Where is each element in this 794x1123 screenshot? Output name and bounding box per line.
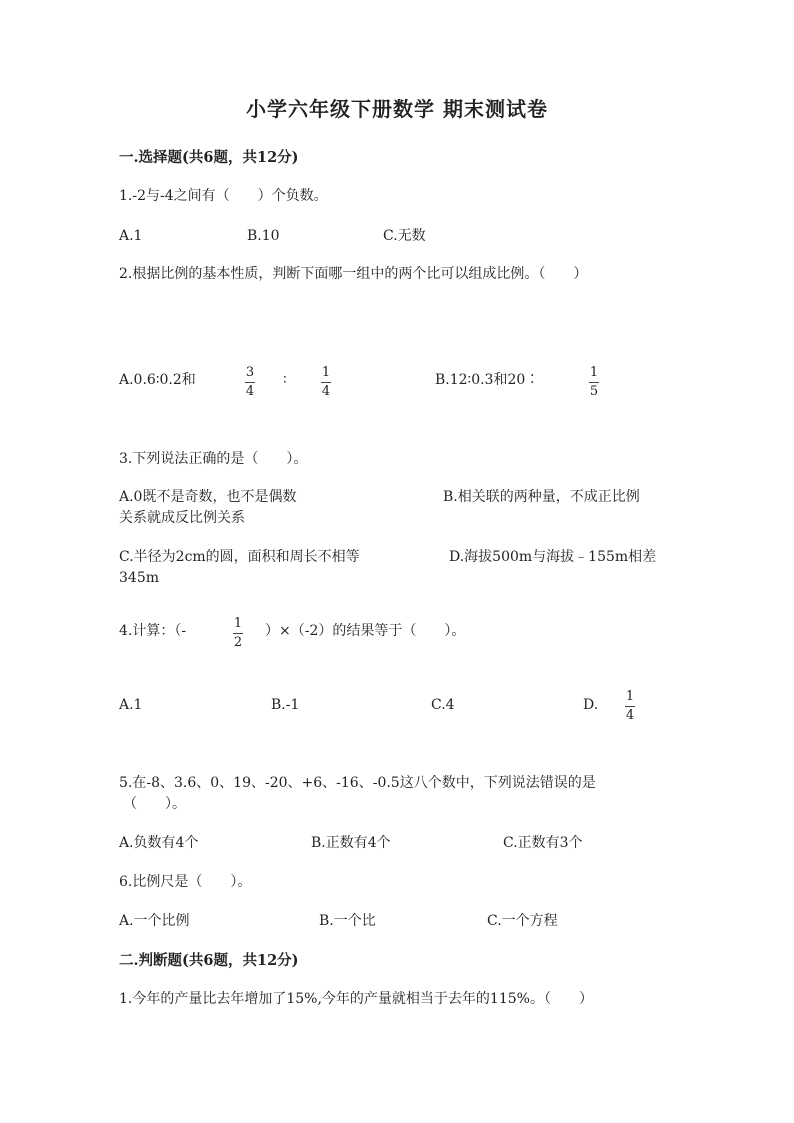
question-4-option-d-fraction bbox=[623, 690, 637, 722]
question-2-option-a-colon: ∶ bbox=[283, 372, 287, 388]
question-6-option-a: A.一个比例 bbox=[119, 913, 190, 929]
fraction-numerator: 1 bbox=[589, 365, 599, 380]
question-2-option-a: A.0.6∶0.2和 bbox=[119, 372, 196, 388]
fraction-bar bbox=[321, 382, 331, 383]
question-3-stem: 3.下列说法正确的是（ ）。 bbox=[119, 451, 308, 467]
question-6-option-c: C.一个方程 bbox=[487, 913, 558, 929]
fraction-denominator: 4 bbox=[245, 383, 255, 399]
question-5-stem-line-2: （ ）。 bbox=[123, 796, 186, 812]
question-4-option-a: A.1 bbox=[119, 697, 143, 713]
question-1-option-c: C.无数 bbox=[383, 228, 426, 244]
fraction-denominator: 4 bbox=[625, 707, 635, 723]
question-2-option-a-fraction-1 bbox=[243, 366, 257, 398]
question-4-option-d: D. bbox=[583, 697, 599, 713]
question-4-fraction bbox=[231, 617, 245, 649]
question-4-option-c: C.4 bbox=[431, 697, 455, 713]
fraction-bar bbox=[625, 706, 635, 707]
fraction-denominator: 4 bbox=[321, 383, 331, 399]
question-2-option-b-fraction bbox=[587, 366, 601, 398]
question-1-stem: 1.-2与-4之间有（ ）个负数。 bbox=[119, 188, 328, 204]
question-3-option-b-line-1: B.相关联的两种量，不成正比例 bbox=[443, 489, 640, 505]
fraction-numerator: 1 bbox=[233, 616, 243, 631]
page-title: 小学六年级下册数学 期末测试卷 bbox=[246, 97, 548, 121]
question-2-option-b: B.12∶0.3和20∶ bbox=[435, 372, 540, 388]
section-heading-judgement: 二.判断题(共6题，共12分) bbox=[119, 952, 299, 969]
question-3-option-b-line-2: 关系就成反比例关系 bbox=[119, 510, 245, 526]
question-5-option-c: C.正数有3个 bbox=[503, 835, 583, 851]
question-1-option-b: B.10 bbox=[247, 228, 280, 244]
question-6-stem: 6.比例尺是（ ）。 bbox=[119, 874, 252, 890]
question-2-stem: 2.根据比例的基本性质，判断下面哪一组中的两个比可以组成比例。（ ） bbox=[119, 266, 588, 282]
section-heading-choice: 一.选择题(共6题，共12分) bbox=[119, 149, 299, 166]
fraction-bar bbox=[589, 382, 599, 383]
question-3-option-d-line-1: D.海拔500m与海拔﹣155m相差 bbox=[449, 549, 657, 565]
fraction-numerator: 1 bbox=[625, 689, 635, 704]
fraction-numerator: 3 bbox=[245, 365, 255, 380]
fraction-denominator: 5 bbox=[589, 383, 599, 399]
question-4-stem-end: ）×（-2）的结果等于（ ）。 bbox=[265, 623, 466, 639]
fraction-denominator: 2 bbox=[233, 634, 243, 650]
fraction-bar bbox=[233, 633, 243, 634]
question-5-option-b: B.正数有4个 bbox=[311, 835, 391, 851]
fraction-numerator: 1 bbox=[321, 365, 331, 380]
question-2-option-a-fraction-2 bbox=[319, 366, 333, 398]
question-5-option-a: A.负数有4个 bbox=[119, 835, 199, 851]
fraction-bar bbox=[245, 382, 255, 383]
judgement-question-1-stem: 1.今年的产量比去年增加了15%,今年的产量就相当于去年的115%。（ ） bbox=[119, 991, 593, 1007]
question-4-option-b: B.-1 bbox=[271, 697, 300, 713]
question-4-stem-start: 4.计算：（- bbox=[119, 623, 187, 639]
question-1-option-a: A.1 bbox=[119, 228, 143, 244]
question-3-option-c: C.半径为2cm的圆，面积和周长不相等 bbox=[119, 549, 360, 565]
question-3-option-d-line-2: 345m bbox=[119, 570, 159, 586]
question-3-option-a: A.0既不是奇数，也不是偶数 bbox=[119, 489, 297, 505]
question-5-stem-line-1: 5.在-8、3.6、0、19、-20、+6、-16、-0.5这八个数中，下列说法错误的是 bbox=[119, 775, 596, 791]
question-6-option-b: B.一个比 bbox=[319, 913, 376, 929]
